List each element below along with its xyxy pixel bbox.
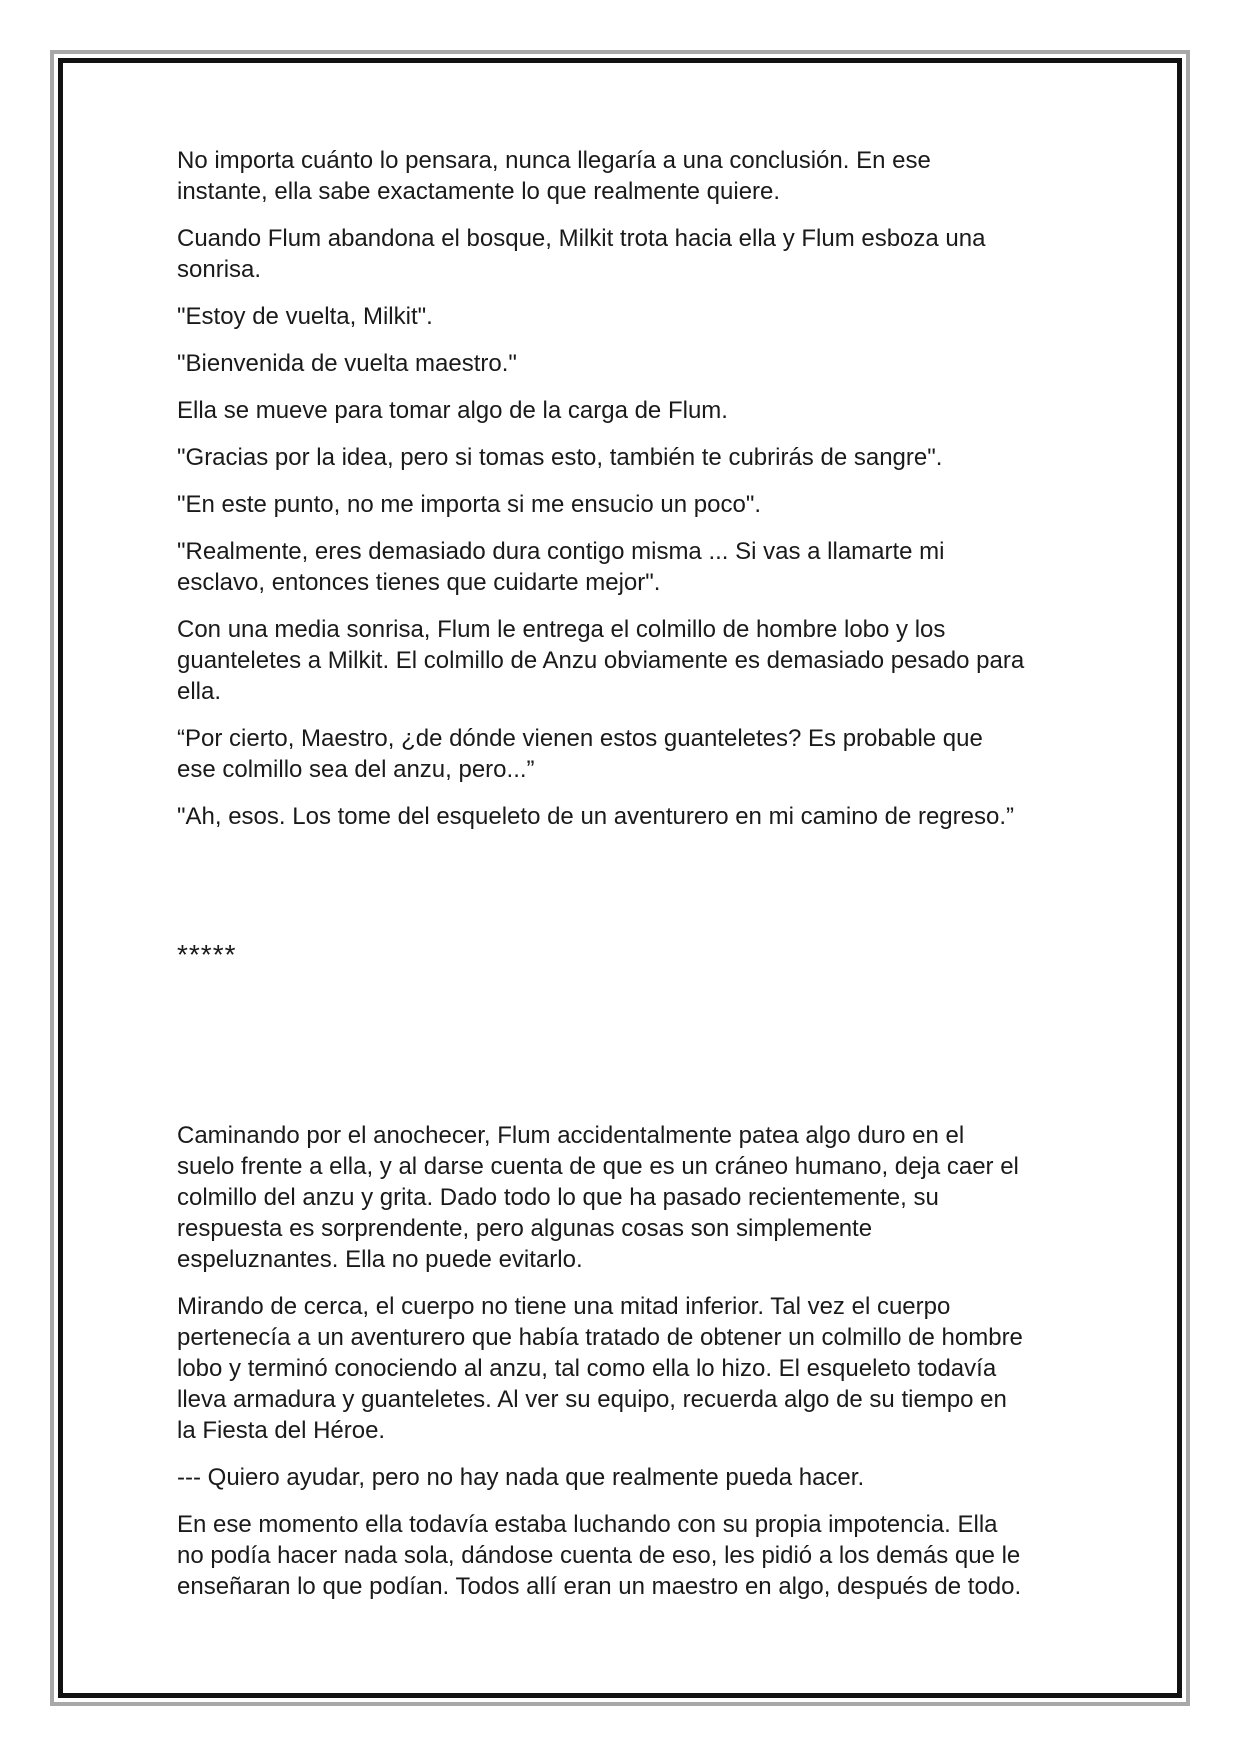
- paragraph: No importa cuánto lo pensara, nunca llegaría a una conclusión. En ese instante, ella sabe exactamente lo que realmente quiere.: [177, 147, 931, 205]
- paragraph: "Realmente, eres demasiado dura contigo misma ... Si vas a llamarte mi esclavo, entonces tienes que cuidarte mejor".: [177, 538, 945, 596]
- paragraph: Cuando Flum abandona el bosque, Milkit trota hacia ella y Flum esboza una sonrisa.: [177, 225, 986, 283]
- section-separator: *****: [177, 939, 237, 970]
- paragraph: "Estoy de vuelta, Milkit".: [177, 303, 433, 330]
- paragraph: "Bienvenida de vuelta maestro.": [177, 350, 517, 377]
- paragraph: "En este punto, no me importa si me ensucio un poco".: [177, 491, 762, 518]
- paragraph: Mirando de cerca, el cuerpo no tiene una mitad inferior. Tal vez el cuerpo pertenecía a un aventurero que había tratado de obtener un colmillo de hombre lobo y terminó conociendo al anzu, tal como ella lo hizo. El esqueleto todavía lleva armadura y guanteletes. Al ver su equipo, recuerda algo de su tiempo en la Fiesta del Héroe.: [177, 1293, 1023, 1444]
- paragraph: En ese momento ella todavía estaba luchando con su propia impotencia. Ella no podía hacer nada sola, dándose cuenta de eso, les pidió a los demás que le enseñaran lo que podían. Todos allí eran un maestro en algo, después de todo.: [177, 1511, 1022, 1600]
- paragraph: "Ah, esos. Los tome del esqueleto de un aventurero en mi camino de regreso.”: [177, 803, 1014, 830]
- paragraph: "Gracias por la idea, pero si tomas esto, también te cubrirás de sangre".: [177, 444, 943, 471]
- paragraph: Con una media sonrisa, Flum le entrega el colmillo de hombre lobo y los guanteletes a Milkit. El colmillo de Anzu obviamente es demasiado pesado para ella.: [177, 616, 1025, 705]
- paragraph: “Por cierto, Maestro, ¿de dónde vienen estos guanteletes? Es probable que ese colmillo sea del anzu, pero...”: [177, 725, 983, 783]
- paragraph: Ella se mueve para tomar algo de la carga de Flum.: [177, 397, 728, 424]
- paragraph: --- Quiero ayudar, pero no hay nada que realmente pueda hacer.: [177, 1464, 865, 1491]
- document-body: [177, 145, 1077, 1618]
- paragraph: Caminando por el anochecer, Flum accidentalmente patea algo duro en el suelo frente a ella, y al darse cuenta de que es un cráneo humano, deja caer el colmillo del anzu y grita. Dado todo lo que ha pasado recientemente, su respuesta es sorprendente, pero algunas cosas son simplemente espeluznantes. Ella no puede evitarlo.: [177, 1122, 1019, 1273]
